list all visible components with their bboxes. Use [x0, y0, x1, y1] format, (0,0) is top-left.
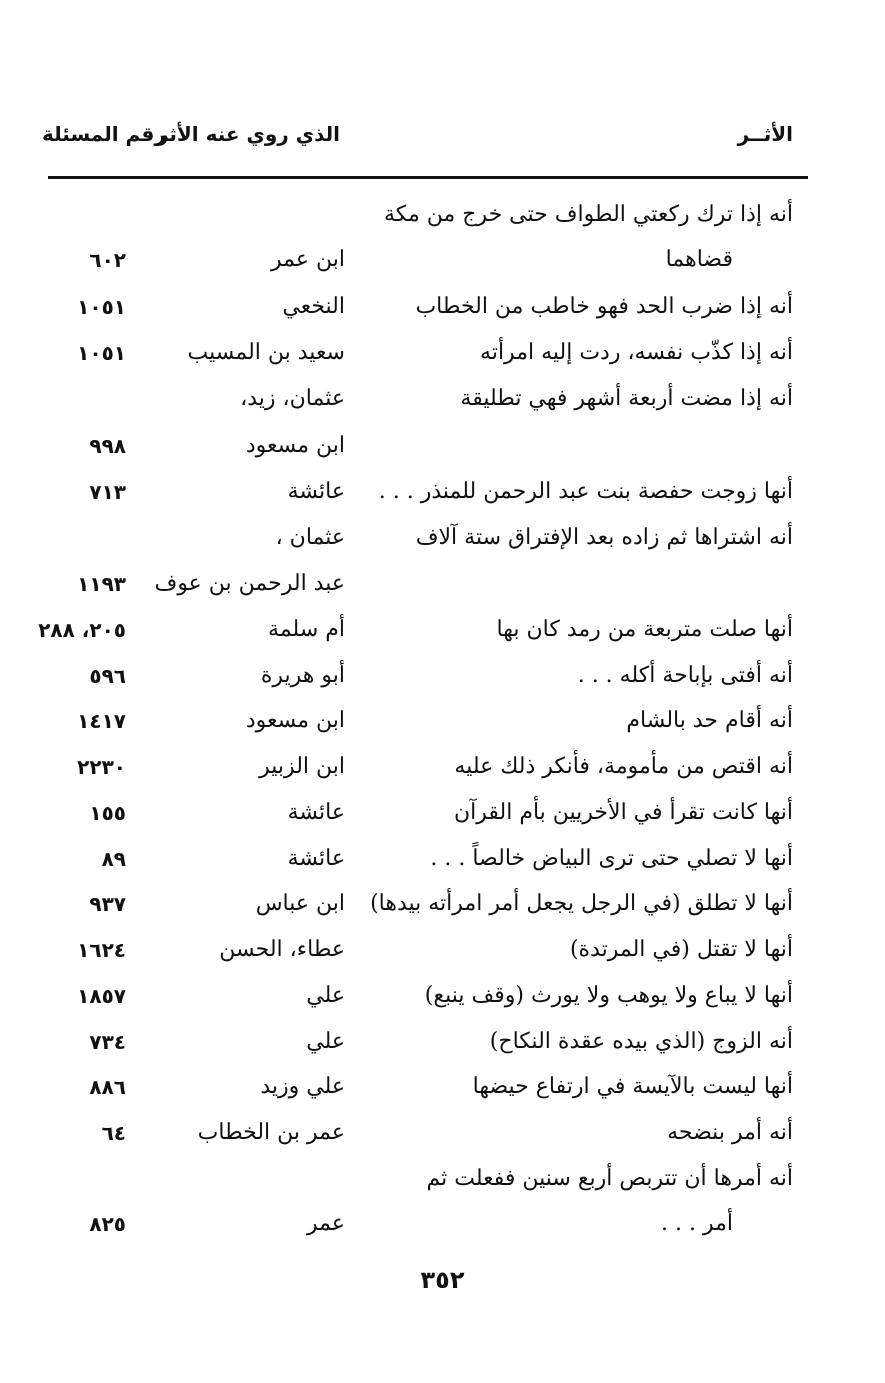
- row-athar: أنه إذا ترك ركعتي الطواف حتى خرج من مكة: [384, 202, 793, 227]
- row-narrator: عبد الرحمن بن عوف: [154, 571, 345, 596]
- row-athar: أنه أمرها أن تتربص أربع سنين ففعلت ثم: [426, 1166, 793, 1191]
- row-athar: قضاهما: [665, 247, 733, 272]
- row-athar: أنه اشتراها ثم زاده بعد الإفتراق ستة آلاف: [415, 525, 793, 550]
- row-athar: أنها زوجت حفصة بنت عبد الرحمن للمنذر . . .: [378, 479, 793, 504]
- row-athar: أنه الزوج (الذي بيده عقدة النكاح): [489, 1029, 793, 1054]
- row-number: ١٥٥: [89, 801, 126, 825]
- row-narrator: ابن مسعود: [245, 433, 345, 458]
- column-header-athar: الأثــر: [737, 122, 793, 146]
- row-number: ٦٤: [101, 1121, 126, 1145]
- column-header-narrator: الذي روي عنه الأثر: [156, 122, 340, 146]
- row-narrator: أم سلمة: [268, 617, 345, 642]
- row-athar: أنه اقتص من مأمومة، فأنكر ذلك عليه: [454, 754, 793, 779]
- row-narrator: عثمان ،: [275, 525, 345, 550]
- row-narrator: عمر: [307, 1211, 345, 1236]
- row-athar: أنه إذا مضت أربعة أشهر فهي تطليقة: [460, 386, 793, 411]
- row-athar: أنه إذا ضرب الحد فهو خاطب من الخطاب: [415, 294, 793, 319]
- row-narrator: ابن عمر: [271, 247, 345, 272]
- row-athar: أنها كانت تقرأ في الأخريين بأم القرآن: [453, 800, 793, 825]
- column-header-number: رقم المسئلة: [42, 122, 166, 146]
- row-narrator: أبو هريرة: [260, 663, 345, 688]
- row-number: ٨٢٥: [89, 1212, 126, 1236]
- row-athar: أنه أقام حد بالشام: [626, 708, 793, 733]
- row-athar: أنها لا تقتل (في المرتدة): [569, 937, 793, 962]
- row-narrator: ابن الزبير: [259, 754, 345, 779]
- row-narrator: ابن عباس: [255, 891, 345, 916]
- row-athar: أنها لا تصلي حتى ترى البياض خالصاً . . .: [430, 846, 793, 871]
- row-number: ٧٣٤: [89, 1030, 126, 1054]
- row-number: ١٦٢٤: [77, 938, 126, 962]
- row-athar: أنها لا تطلق (في الرجل يجعل أمر امرأته بيدها): [370, 891, 793, 916]
- row-number: ١٤١٧: [77, 709, 126, 733]
- row-number: ١٠٥١: [77, 295, 126, 319]
- row-athar: أنه إذا كذّب نفسه، ردت إليه امرأته: [480, 340, 793, 365]
- row-narrator: علي وزيد: [260, 1074, 345, 1099]
- row-athar: أنها ليست بالآيسة في ارتفاع حيضها: [472, 1074, 793, 1099]
- page-number: ٣٥٢: [420, 1266, 465, 1294]
- row-number: ٢٠٥، ٢٨٨: [38, 618, 126, 642]
- header-divider: [48, 176, 808, 179]
- row-athar: أنه أمر بنضحه: [667, 1120, 793, 1145]
- row-narrator: النخعي: [282, 294, 345, 319]
- row-number: ٥٩٦: [89, 664, 126, 688]
- row-number: ٨٨٦: [89, 1075, 126, 1099]
- row-number: ١٠٥١: [77, 341, 126, 365]
- row-number: ١١٩٣: [77, 572, 126, 596]
- row-narrator: عثمان، زيد،: [240, 386, 345, 411]
- row-athar: أنها لا يباع ولا يوهب ولا يورث (وقف ينبع): [424, 983, 793, 1008]
- row-athar: أنها صلت متربعة من رمد كان بها: [496, 617, 793, 642]
- row-number: ١٨٥٧: [77, 984, 126, 1008]
- row-number: ٨٩: [101, 847, 126, 871]
- row-number: ٩٩٨: [89, 434, 126, 458]
- row-narrator: علي: [306, 983, 345, 1008]
- row-narrator: عائشة: [287, 846, 345, 871]
- row-number: ٩٣٧: [89, 892, 126, 916]
- row-narrator: عائشة: [287, 479, 345, 504]
- row-narrator: عطاء، الحسن: [219, 937, 345, 962]
- row-narrator: ابن مسعود: [245, 708, 345, 733]
- row-narrator: عمر بن الخطاب: [197, 1120, 345, 1145]
- row-number: ٢٢٣٠: [77, 755, 126, 779]
- row-narrator: سعيد بن المسيب: [187, 340, 345, 365]
- row-number: ٧١٣: [89, 480, 126, 504]
- row-narrator: علي: [306, 1029, 345, 1054]
- row-narrator: عائشة: [287, 800, 345, 825]
- row-athar: أمر . . .: [661, 1211, 733, 1236]
- row-athar: أنه أفتى بإباحة أكله . . .: [577, 663, 793, 688]
- row-number: ٦٠٢: [89, 248, 126, 272]
